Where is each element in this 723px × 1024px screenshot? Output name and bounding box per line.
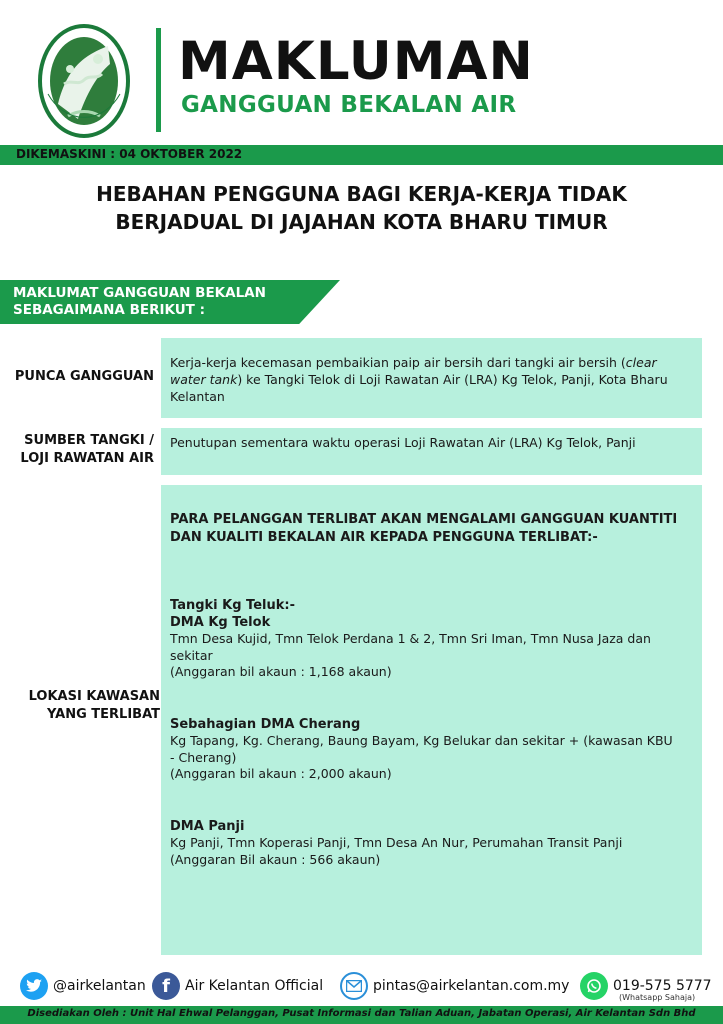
twitter-icon: [20, 972, 48, 1000]
lokasi-label-line-1: LOKASI KAWASAN: [28, 689, 160, 704]
section-banner-line-1: MAKLUMAT GANGGUAN BEKALAN: [13, 285, 266, 301]
punca-box: [161, 338, 702, 418]
area-line: Kg Tapang, Kg. Cherang, Baung Bayam, Kg Belukar dan sekitar + (kawasan KBU: [170, 733, 673, 748]
headline-line-2: BERJADUAL DI JAJAHAN KOTA BHARU TIMUR: [115, 210, 608, 234]
area-block-telok: [170, 597, 700, 681]
punca-label: PUNCA GANGGUAN: [14, 369, 154, 384]
sumber-label: [10, 432, 154, 468]
update-date: DIKEMASKINI : 04 OKTOBER 2022: [16, 147, 243, 161]
whatsapp-number: 019-575 5777: [613, 978, 712, 994]
area-line: Kg Panji, Tmn Koperasi Panji, Tmn Desa An Nur, Perumahan Transit Panji: [170, 835, 623, 850]
page-title: MAKLUMAN: [178, 31, 534, 92]
area-title: DMA Kg Telok: [170, 615, 271, 630]
update-bar: [0, 145, 723, 165]
area-title: DMA Panji: [170, 819, 245, 834]
lokasi-intro-line-2: DAN KUALITI BEKALAN AIR KEPADA PENGGUNA TERLIBAT:-: [170, 530, 598, 545]
headline: [0, 180, 723, 236]
header-divider: [156, 28, 161, 132]
lokasi-intro-line-1: PARA PELANGGAN TERLIBAT AKAN MENGALAMI GANGGUAN KUANTITI: [170, 512, 678, 527]
sumber-label-line-2: LOJI RAWATAN AIR: [20, 451, 154, 466]
sumber-text: Penutupan sementara waktu operasi Loji Rawatan Air (LRA) Kg Telok, Panji: [170, 435, 636, 450]
facebook-icon: f: [152, 972, 180, 1000]
punca-text-italic: clear water tank: [170, 355, 657, 387]
area-line: - Cherang): [170, 749, 237, 765]
lokasi-intro: [170, 511, 700, 547]
lokasi-label: [10, 688, 160, 724]
area-line: sekitar: [170, 647, 213, 663]
tank-title: Tangki Kg Teluk:-: [170, 598, 295, 613]
facebook-contact[interactable]: [152, 972, 323, 1000]
area-block-panji: [170, 818, 700, 868]
area-accounts: (Anggaran bil akaun : 1,168 akaun): [170, 664, 392, 679]
lokasi-label-line-2: YANG TERLIBAT: [46, 707, 160, 722]
section-banner-text: [13, 285, 293, 319]
prepared-by: Disediakan Oleh : Unit Hal Ehwal Pelanggan, Pusat Informasi dan Talian Aduan, Jabatan Operasi, Air Kelantan Sdn Bhd: [27, 1008, 696, 1019]
headline-line-1: HEBAHAN PENGGUNA BAGI KERJA-KERJA TIDAK: [96, 182, 627, 206]
sumber-label-line-1: SUMBER TANGKI /: [24, 433, 154, 448]
sumber-box: [161, 428, 702, 475]
footer: [0, 966, 723, 1006]
area-accounts: (Anggaran bil akaun : 2,000 akaun): [170, 766, 392, 781]
email-address: pintas@airkelantan.com.my: [373, 978, 570, 994]
area-block-cherang: [170, 716, 700, 783]
punca-text-part-1: Kerja-kerja kecemasan pembaikian paip air bersih dari tangki air bersih (: [170, 355, 626, 370]
punca-text-part-2: ) ke Tangki Telok di Loji Rawatan Air (LRA) Kg Telok, Panji, Kota Bharu Kelantan: [170, 372, 668, 404]
punca-text: [170, 354, 695, 405]
whatsapp-note: (Whatsapp Sahaja): [619, 993, 696, 1002]
lokasi-box: [161, 485, 702, 955]
section-banner-line-2: SEBAGAIMANA BERIKUT :: [13, 302, 205, 318]
header: [0, 0, 723, 145]
area-line: Tmn Desa Kujid, Tmn Telok Perdana 1 & 2, Tmn Sri Iman, Tmn Nusa Jaza dan: [170, 631, 651, 646]
page-subtitle: GANGGUAN BEKALAN AIR: [181, 92, 517, 118]
email-contact[interactable]: [340, 972, 569, 1000]
whatsapp-icon: [580, 972, 608, 1000]
area-accounts: (Anggaran Bil akaun : 566 akaun): [170, 851, 381, 867]
twitter-handle: @airkelantan: [53, 978, 146, 994]
twitter-contact[interactable]: [20, 972, 146, 1000]
bottom-bar: [0, 1006, 723, 1024]
email-icon: [340, 972, 368, 1000]
area-title: Sebahagian DMA Cherang: [170, 717, 361, 732]
logo-seal-icon: [38, 24, 130, 138]
facebook-page: Air Kelantan Official: [185, 978, 324, 994]
